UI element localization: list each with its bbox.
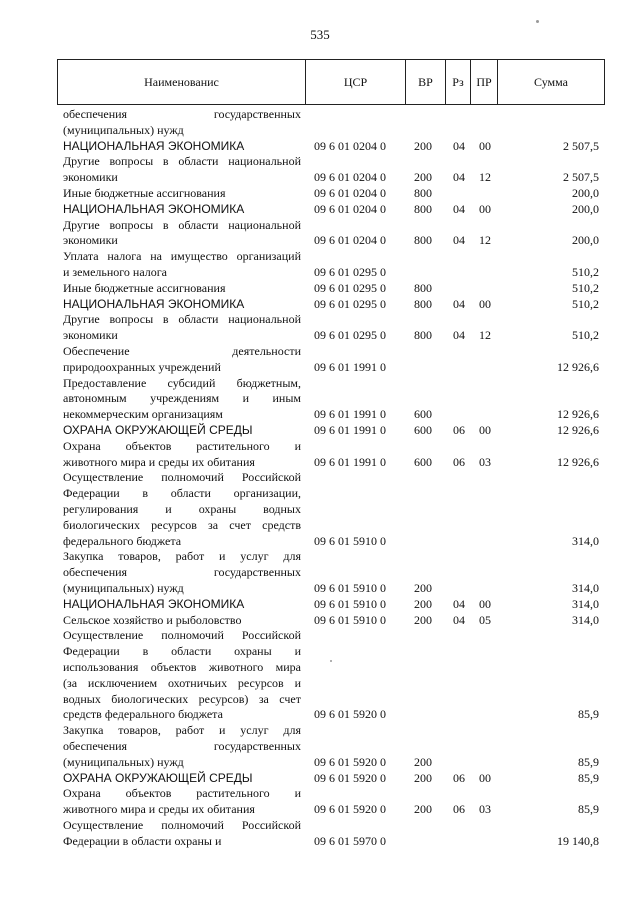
row-csr: 09 6 01 5910 0	[314, 580, 386, 595]
table-row	[0, 628, 640, 723]
row-name-line: Федерации в области охраны и	[63, 833, 222, 848]
row-name-line: Осуществление полномочий Российской	[63, 628, 301, 643]
row-rz: 04	[453, 233, 465, 248]
row-name-line: Иные бюджетные ассигнования	[63, 186, 226, 200]
row-sum: 510,2	[572, 280, 599, 295]
row-vr: 800	[414, 233, 432, 248]
row-name	[63, 723, 301, 770]
row-vr: 600	[414, 454, 432, 469]
row-name-line: ОХРАНА ОКРУЖАЮЩЕЙ СРЕДЫ	[63, 423, 253, 437]
row-csr: 09 6 01 0204 0	[314, 186, 386, 200]
row-name-line: Закупка товаров, работ и услуг для	[63, 549, 301, 564]
table-row	[0, 549, 640, 596]
row-sum: 85,9	[578, 707, 599, 722]
table-row	[0, 107, 640, 139]
row-name	[63, 312, 301, 344]
row-sum: 19 140,8	[557, 833, 599, 848]
row-csr: 09 6 01 0295 0	[314, 280, 386, 295]
row-csr: 09 6 01 0295 0	[314, 264, 386, 279]
row-name	[63, 628, 301, 723]
row-name-line: Федерации в области организации,	[63, 486, 301, 501]
row-vr: 600	[414, 423, 432, 437]
row-name-line: (муниципальных) нужд	[63, 580, 184, 595]
row-pr: 00	[479, 138, 491, 153]
row-csr: 09 6 01 0204 0	[314, 170, 386, 185]
table-row	[0, 202, 640, 218]
row-vr: 200	[414, 770, 432, 785]
row-vr: 200	[414, 170, 432, 185]
row-name-line: автономным учреждениям и иным	[63, 391, 301, 406]
row-name	[63, 423, 301, 439]
row-name-line: НАЦИОНАЛЬНАЯ ЭКОНОМИКА	[63, 296, 245, 311]
row-rz: 06	[453, 802, 465, 817]
row-pr: 12	[479, 233, 491, 248]
row-name-line: Охрана объектов растительного и	[63, 438, 301, 453]
row-name	[63, 786, 301, 818]
row-sum: 314,0	[572, 580, 599, 595]
row-name-line: водных биологических ресурсов) за счет	[63, 691, 301, 706]
row-name-line: НАЦИОНАЛЬНАЯ ЭКОНОМИКА	[63, 138, 245, 153]
table-row	[0, 613, 640, 629]
row-sum: 85,9	[578, 770, 599, 785]
row-name	[63, 376, 301, 423]
row-name	[63, 818, 301, 850]
row-name	[63, 202, 301, 218]
row-name-line: ОХРАНА ОКРУЖАЮЩЕЙ СРЕДЫ	[63, 770, 253, 785]
row-vr: 200	[414, 138, 432, 153]
row-name-line: обеспечения государственных	[63, 565, 301, 580]
row-vr: 800	[414, 328, 432, 343]
row-pr: 00	[479, 770, 491, 785]
row-name-line: Осуществление полномочий Российской	[63, 818, 301, 832]
row-csr: 09 6 01 5920 0	[314, 802, 386, 817]
table-row	[0, 154, 640, 186]
row-name	[63, 613, 301, 629]
row-name-line: Другие вопросы в области национальной	[63, 312, 301, 327]
table-row	[0, 376, 640, 423]
row-csr: 09 6 01 0204 0	[314, 138, 386, 153]
row-rz: 04	[453, 296, 465, 311]
table-row	[0, 423, 640, 439]
row-rz: 06	[453, 423, 465, 437]
row-sum: 200,0	[572, 201, 599, 216]
row-csr: 09 6 01 1991 0	[314, 359, 386, 374]
row-name	[63, 549, 301, 596]
table-row	[0, 771, 640, 787]
row-rz: 04	[453, 596, 465, 611]
column-header-rz: Рз	[446, 60, 471, 104]
row-sum: 12 926,6	[557, 454, 599, 469]
row-rz: 04	[453, 612, 465, 627]
table-row	[0, 818, 640, 850]
row-sum: 200,0	[572, 186, 599, 200]
row-csr: 09 6 01 5910 0	[314, 612, 386, 627]
row-name	[63, 154, 301, 186]
row-pr: 05	[479, 612, 491, 627]
row-vr: 800	[414, 186, 432, 200]
row-pr: 00	[479, 296, 491, 311]
row-pr: 03	[479, 454, 491, 469]
row-vr: 800	[414, 280, 432, 295]
row-csr: 09 6 01 5910 0	[314, 596, 386, 611]
table-row	[0, 139, 640, 155]
table-row	[0, 786, 640, 818]
row-name-line: НАЦИОНАЛЬНАЯ ЭКОНОМИКА	[63, 201, 245, 216]
table-row	[0, 281, 640, 297]
row-rz: 06	[453, 454, 465, 469]
table-row	[0, 439, 640, 471]
row-vr: 800	[414, 201, 432, 216]
table-row	[0, 312, 640, 344]
row-name-line: Закупка товаров, работ и услуг для	[63, 723, 301, 738]
row-name	[63, 107, 301, 139]
row-rz: 04	[453, 138, 465, 153]
row-name-line: федерального бюджета	[63, 533, 182, 548]
row-name	[63, 439, 301, 471]
row-name	[63, 249, 301, 281]
row-csr: 09 6 01 0295 0	[314, 296, 386, 311]
row-rz: 04	[453, 328, 465, 343]
scan-speck	[330, 660, 332, 662]
row-name-line: НАЦИОНАЛЬНАЯ ЭКОНОМИКА	[63, 596, 245, 611]
row-name-line: экономики	[63, 233, 118, 248]
row-name	[63, 597, 301, 613]
row-name-line: Другие вопросы в области национальной	[63, 154, 301, 169]
row-vr: 200	[414, 580, 432, 595]
row-sum: 85,9	[578, 802, 599, 817]
row-name-line: животного мира и среды их обитания	[63, 454, 255, 469]
row-name-line: Предоставление субсидий бюджетным,	[63, 375, 301, 390]
table-row	[0, 470, 640, 549]
row-name-line: экономики	[63, 328, 118, 343]
row-sum: 510,2	[572, 328, 599, 343]
scan-speck	[536, 20, 539, 23]
row-name-line: Охрана объектов растительного и	[63, 786, 301, 801]
row-name-line: (муниципальных) нужд	[63, 122, 184, 137]
column-header-pr: ПР	[471, 60, 498, 104]
row-vr: 200	[414, 612, 432, 627]
row-sum: 85,9	[578, 754, 599, 769]
table-row	[0, 344, 640, 376]
table-row	[0, 723, 640, 770]
row-sum: 510,2	[572, 296, 599, 311]
row-vr: 800	[414, 296, 432, 311]
row-name	[63, 470, 301, 549]
row-pr: 00	[479, 201, 491, 216]
row-pr: 12	[479, 328, 491, 343]
column-header-name: Наименованис	[58, 60, 306, 104]
row-name-line: экономики	[63, 170, 118, 185]
row-csr: 09 6 01 5920 0	[314, 754, 386, 769]
row-vr: 200	[414, 754, 432, 769]
row-csr: 09 6 01 0204 0	[314, 233, 386, 248]
column-header-sum: Сумма	[534, 74, 568, 89]
row-name	[63, 281, 301, 297]
table-row	[0, 186, 640, 202]
column-header-csr: ЦСР	[306, 60, 406, 104]
table-row	[0, 249, 640, 281]
row-vr: 600	[414, 407, 432, 422]
row-sum: 2 507,5	[563, 138, 599, 153]
row-pr: 00	[479, 423, 491, 437]
row-sum: 12 926,6	[557, 423, 599, 437]
row-vr: 200	[414, 596, 432, 611]
row-csr: 09 6 01 1991 0	[314, 454, 386, 469]
row-sum: 314,0	[572, 596, 599, 611]
row-name-line: Обеспечение деятельности	[63, 344, 301, 358]
row-name-line: (муниципальных) нужд	[63, 754, 184, 769]
row-sum: 12 926,6	[557, 359, 599, 374]
row-name-line: обеспечения государственных	[63, 738, 301, 753]
row-name-line: Уплата налога на имущество организаций	[63, 249, 301, 264]
row-csr: 09 6 01 0295 0	[314, 328, 386, 343]
row-pr: 00	[479, 596, 491, 611]
row-name	[63, 218, 301, 250]
row-csr: 09 6 01 5920 0	[314, 707, 386, 722]
row-rz: 04	[453, 170, 465, 185]
row-name	[63, 139, 301, 155]
row-name	[63, 771, 301, 787]
row-name	[63, 344, 301, 376]
row-name-line: Сельское хозяйство и рыболовство	[63, 612, 242, 627]
row-name-line: Осуществление полномочий Российской	[63, 470, 301, 485]
row-name-line: (за исключением охотничьих ресурсов и	[63, 675, 301, 690]
row-name-line: некоммерческим организациям	[63, 407, 223, 422]
row-csr: 09 6 01 5910 0	[314, 533, 386, 548]
row-sum: 2 507,5	[563, 170, 599, 185]
row-rz: 06	[453, 770, 465, 785]
row-name-line: животного мира и среды их обитания	[63, 802, 255, 817]
page-number: 535	[310, 27, 330, 42]
row-csr: 09 6 01 1991 0	[314, 423, 386, 437]
row-name-line: и земельного налога	[63, 264, 168, 279]
column-header-vr: ВР	[406, 60, 446, 104]
row-sum: 510,2	[572, 264, 599, 279]
table-row	[0, 297, 640, 313]
row-name-line: обеспечения государственных	[63, 107, 301, 121]
row-sum: 12 926,6	[557, 407, 599, 422]
table-row	[0, 218, 640, 250]
row-pr: 03	[479, 802, 491, 817]
row-name	[63, 297, 301, 313]
row-sum: 314,0	[572, 533, 599, 548]
row-name-line: Федерации в области охраны и	[63, 644, 301, 659]
row-name-line: Другие вопросы в области национальной	[63, 217, 301, 232]
table-header	[57, 59, 605, 105]
row-name-line: использования объектов животного мира	[63, 659, 301, 674]
row-sum: 200,0	[572, 233, 599, 248]
row-pr: 12	[479, 170, 491, 185]
row-name	[63, 186, 301, 202]
row-rz: 04	[453, 201, 465, 216]
row-name-line: Иные бюджетные ассигнования	[63, 280, 226, 295]
row-csr: 09 6 01 0204 0	[314, 201, 386, 216]
row-sum: 314,0	[572, 612, 599, 627]
row-vr: 200	[414, 802, 432, 817]
row-csr: 09 6 01 5970 0	[314, 833, 386, 848]
row-name-line: средств федерального бюджета	[63, 707, 223, 722]
table-row	[0, 597, 640, 613]
row-csr: 09 6 01 5920 0	[314, 770, 386, 785]
row-name-line: биологических ресурсов за счет средств	[63, 517, 301, 532]
row-name-line: природоохранных учреждений	[63, 359, 221, 374]
row-csr: 09 6 01 1991 0	[314, 407, 386, 422]
row-name-line: регулирования и охраны водных	[63, 501, 301, 516]
